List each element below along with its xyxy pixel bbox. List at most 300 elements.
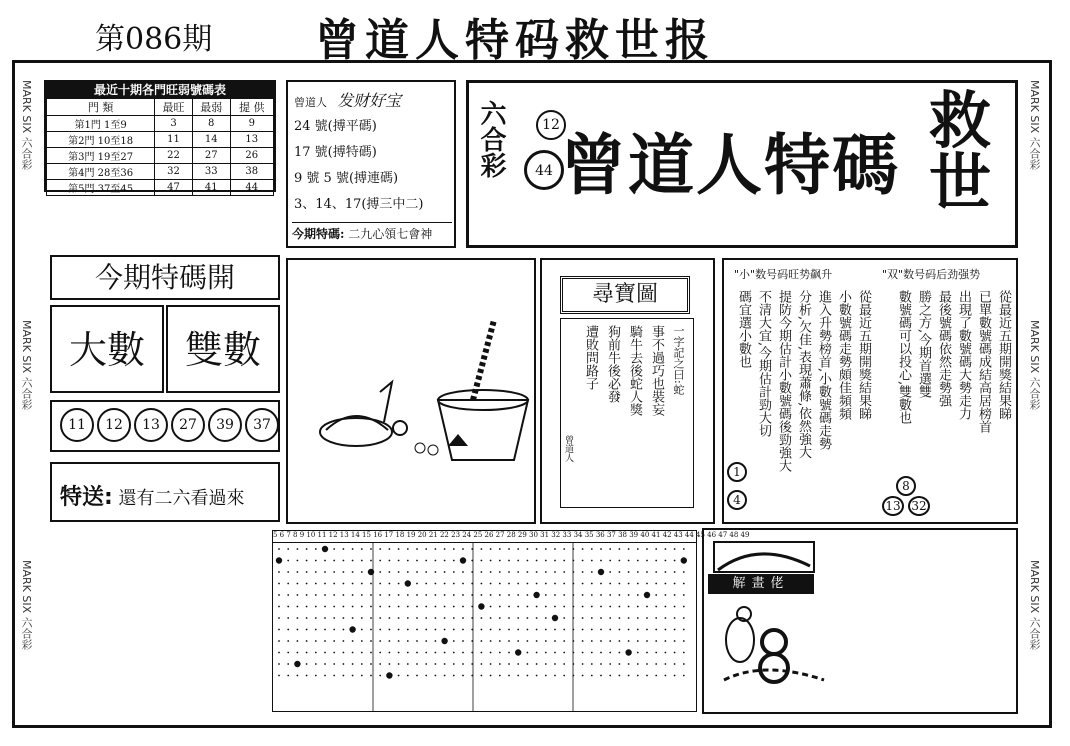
- grid-dot: [490, 583, 492, 585]
- grid-dot: [407, 571, 409, 573]
- grid-dot: [425, 548, 427, 550]
- grid-dot: [379, 606, 381, 608]
- grid-marker: [478, 603, 484, 609]
- grid-dot: [481, 663, 483, 665]
- table-cell: 14: [192, 132, 230, 148]
- zengdao-box: [286, 80, 456, 248]
- grid-dot: [453, 652, 455, 654]
- grid-dot: [352, 675, 354, 677]
- grid-dot: [425, 560, 427, 562]
- grid-dot: [370, 652, 372, 654]
- grid-dot: [545, 606, 547, 608]
- analysis-text: 進入升勢榜首,小數號碼走勢: [816, 290, 831, 451]
- grid-dot: [278, 617, 280, 619]
- grid-dot: [508, 663, 510, 665]
- grid-dot: [674, 652, 676, 654]
- grid-dot: [444, 652, 446, 654]
- grid-dot: [499, 675, 501, 677]
- grid-dot: [563, 675, 565, 677]
- grid-dot: [435, 560, 437, 562]
- heading-small: "小"数号码旺势飙升: [734, 268, 833, 281]
- grid-dot: [333, 617, 335, 619]
- number-ball: 12: [97, 408, 131, 442]
- grid-dot: [389, 617, 391, 619]
- grid-dot: [517, 640, 519, 642]
- grid-dot: [600, 629, 602, 631]
- grid-dot: [563, 548, 565, 550]
- grid-dot: [333, 583, 335, 585]
- grid-dot: [582, 560, 584, 562]
- grid-dot: [425, 606, 427, 608]
- grid-dot: [435, 629, 437, 631]
- grid-dot: [665, 594, 667, 596]
- grid-dot: [425, 571, 427, 573]
- grid-dot: [352, 606, 354, 608]
- grid-dot: [287, 606, 289, 608]
- grid-dot: [333, 571, 335, 573]
- grid-dot: [398, 548, 400, 550]
- grid-dot: [352, 583, 354, 585]
- grid-dot: [545, 652, 547, 654]
- grid-dot: [398, 652, 400, 654]
- grid-dot: [674, 571, 676, 573]
- grid-dot: [287, 652, 289, 654]
- heading-double: "双"数号码后劲强势: [882, 268, 981, 281]
- grid-dot: [398, 571, 400, 573]
- grid-dot: [425, 652, 427, 654]
- grid-dot: [287, 663, 289, 665]
- grid-dot: [324, 583, 326, 585]
- daishu-box: 大數: [50, 305, 164, 393]
- grid-dot: [370, 629, 372, 631]
- grid-dot: [435, 583, 437, 585]
- number-ball: 39: [208, 408, 242, 442]
- grid-dot: [333, 560, 335, 562]
- grid-dot: [297, 652, 299, 654]
- grid-dot: [665, 571, 667, 573]
- grid-dot: [683, 640, 685, 642]
- grid-dot: [453, 606, 455, 608]
- grid-dot: [352, 594, 354, 596]
- grid-dot: [527, 652, 529, 654]
- grid-dot: [545, 560, 547, 562]
- grid-dot: [297, 640, 299, 642]
- grid-dot: [646, 560, 648, 562]
- grid-dot: [352, 548, 354, 550]
- grid-dot: [646, 571, 648, 573]
- grid-dot: [517, 560, 519, 562]
- grid-dot: [462, 606, 464, 608]
- grid-dot: [536, 617, 538, 619]
- grid-dot: [462, 617, 464, 619]
- grid-dot: [609, 652, 611, 654]
- grid-dot: [416, 652, 418, 654]
- zengdao-bottom: [292, 222, 452, 242]
- grid-dot: [416, 583, 418, 585]
- grid-dot: [324, 652, 326, 654]
- grid-dot: [499, 594, 501, 596]
- grid-dot: [416, 548, 418, 550]
- grid-dot: [646, 652, 648, 654]
- grid-dot: [389, 594, 391, 596]
- grid-dot: [600, 583, 602, 585]
- grid-dot: [591, 560, 593, 562]
- grid-dot: [287, 583, 289, 585]
- grid-dot: [398, 560, 400, 562]
- grid-dot: [361, 617, 363, 619]
- grid-dot: [324, 560, 326, 562]
- grid-dot: [278, 640, 280, 642]
- grid-dot: [591, 663, 593, 665]
- grid-dot: [536, 663, 538, 665]
- grid-dot: [545, 571, 547, 573]
- grid-dot: [435, 617, 437, 619]
- grid-dot: [646, 548, 648, 550]
- grid-dot: [306, 617, 308, 619]
- grid-dot: [527, 560, 529, 562]
- grid-dot: [297, 675, 299, 677]
- analysis-text: 小數號碼走勢頗佳頻頻: [836, 290, 851, 420]
- grid-dot: [343, 571, 345, 573]
- grid-dot: [600, 606, 602, 608]
- grid-dot: [379, 571, 381, 573]
- grid-dot: [462, 629, 464, 631]
- grid-dot: [315, 583, 317, 585]
- grid-dot: [674, 629, 676, 631]
- grid-dot: [600, 640, 602, 642]
- grid-dot: [287, 617, 289, 619]
- grid-dot: [508, 652, 510, 654]
- xunbao-title: 尋寶圖: [560, 276, 690, 314]
- grid-dot: [637, 617, 639, 619]
- table-row: [47, 132, 274, 148]
- grid-dot: [683, 629, 685, 631]
- grid-dot: [361, 548, 363, 550]
- grid-dot: [674, 594, 676, 596]
- grid-dot: [297, 560, 299, 562]
- grid-dot: [554, 548, 556, 550]
- grid-dot: [517, 583, 519, 585]
- grid-dot: [370, 663, 372, 665]
- grid-dot: [462, 652, 464, 654]
- grid-dot: [490, 606, 492, 608]
- grid-dot: [324, 571, 326, 573]
- grid-dot: [563, 617, 565, 619]
- zengdao-head1: 曾道人: [294, 96, 327, 109]
- grid-dot: [315, 663, 317, 665]
- grid-dot: [379, 663, 381, 665]
- grid-dot: [462, 548, 464, 550]
- grid-dot: [674, 548, 676, 550]
- analysis-text: 出現了數號碼大勢走力: [956, 290, 971, 420]
- grid-dot: [582, 594, 584, 596]
- analysis-ball: 4: [727, 490, 747, 510]
- grid-dot: [324, 675, 326, 677]
- grid-dot: [609, 583, 611, 585]
- grid-dot: [361, 583, 363, 585]
- table-row: [47, 148, 274, 164]
- grid-dot: [425, 663, 427, 665]
- grid-dot: [407, 594, 409, 596]
- grid-dot: [628, 571, 630, 573]
- grid-dot: [527, 640, 529, 642]
- grid-marker: [598, 569, 604, 575]
- analysis-text: 從最近五期開獎結果睇: [996, 290, 1011, 420]
- table-row: [47, 116, 274, 132]
- grid-dot: [545, 675, 547, 677]
- grid-dot: [315, 548, 317, 550]
- masthead: 曾道人特码救世报: [315, 15, 715, 66]
- grid-dot: [389, 629, 391, 631]
- grid-dot: [435, 548, 437, 550]
- grid-dot: [637, 629, 639, 631]
- grid-dot: [655, 571, 657, 573]
- grid-dot: [591, 629, 593, 631]
- grid-dot: [370, 617, 372, 619]
- grid-dot: [665, 640, 667, 642]
- table-cell: 44: [230, 180, 273, 196]
- grid-dot: [591, 571, 593, 573]
- grid-dot: [554, 594, 556, 596]
- grid-dot: [425, 629, 427, 631]
- grid-dot: [398, 629, 400, 631]
- jiehua-box: [702, 528, 1018, 714]
- grid-dot: [582, 617, 584, 619]
- table-cell: 第3門 19至27: [47, 148, 155, 164]
- grid-dot: [416, 629, 418, 631]
- table-cell: 11: [155, 132, 193, 148]
- grid-dot: [554, 675, 556, 677]
- analysis-col-b: [880, 290, 1012, 470]
- grid-dot: [545, 594, 547, 596]
- grid-dot: [665, 675, 667, 677]
- grid-dot: [619, 548, 621, 550]
- grid-dot: [315, 606, 317, 608]
- grid-dot: [563, 583, 565, 585]
- grid-dot: [674, 663, 676, 665]
- grid-dot: [619, 594, 621, 596]
- grid-dot: [407, 548, 409, 550]
- grid-dot: [361, 571, 363, 573]
- grid-dot: [361, 606, 363, 608]
- side-text-right-2: MARK SIX 六合彩: [1028, 320, 1041, 410]
- grid-dot: [370, 640, 372, 642]
- grid-dot: [665, 617, 667, 619]
- grid-dot: [389, 548, 391, 550]
- grid-dot: [499, 652, 501, 654]
- grid-dot: [398, 594, 400, 596]
- grid-dot: [646, 617, 648, 619]
- grid-dot: [379, 560, 381, 562]
- turtle-pot-illustration: [288, 260, 534, 522]
- grid-dot: [361, 629, 363, 631]
- grid-dot: [655, 594, 657, 596]
- grid-dot: [333, 663, 335, 665]
- table-cell: 27: [192, 148, 230, 164]
- grid-dot: [563, 606, 565, 608]
- grid-dot: [407, 629, 409, 631]
- grid-marker: [441, 638, 447, 644]
- grid-dot: [646, 640, 648, 642]
- grid-dot: [517, 594, 519, 596]
- grid-dot: [407, 617, 409, 619]
- grid-dot: [398, 640, 400, 642]
- grid-dot: [416, 594, 418, 596]
- number-ball: 37: [245, 408, 279, 442]
- grid-dot: [563, 560, 565, 562]
- grid-dot: [628, 640, 630, 642]
- grid-dot: [333, 675, 335, 677]
- grid-dot: [527, 583, 529, 585]
- grid-dot: [398, 606, 400, 608]
- table-cell: 3: [155, 116, 193, 132]
- table-cell: 第5門 37至45: [47, 180, 155, 196]
- grid-dot: [683, 594, 685, 596]
- grid-marker: [681, 557, 687, 563]
- grid-dot: [554, 583, 556, 585]
- grid-dot: [333, 548, 335, 550]
- grid-dot: [389, 663, 391, 665]
- grid-dot: [343, 594, 345, 596]
- grid-dot: [343, 583, 345, 585]
- grid-dot: [683, 617, 685, 619]
- grid-dot: [425, 583, 427, 585]
- grid-marker: [294, 661, 300, 667]
- door-table-box: [44, 80, 276, 195]
- grid-dot: [352, 652, 354, 654]
- grid-dot: [499, 571, 501, 573]
- table-row: [47, 180, 274, 196]
- grid-dot: [444, 675, 446, 677]
- liuhecai-label: 六合彩: [476, 100, 506, 178]
- grid-dot: [527, 663, 529, 665]
- analysis-ball: 1: [727, 462, 747, 482]
- grid-dot: [646, 663, 648, 665]
- grid-dot: [481, 571, 483, 573]
- grid-dot: [462, 675, 464, 677]
- table-header: 門 類: [47, 99, 155, 116]
- analysis-text: 勝之方,今期首選雙: [916, 290, 931, 399]
- grid-marker: [405, 580, 411, 586]
- grid-dot: [637, 606, 639, 608]
- grid-dot: [306, 652, 308, 654]
- grid-dot: [490, 560, 492, 562]
- table-cell: 47: [155, 180, 193, 196]
- grid-dot: [655, 606, 657, 608]
- grid-dot: [563, 652, 565, 654]
- grid-dot: [315, 560, 317, 562]
- grid-dot: [389, 652, 391, 654]
- tesong-box: [50, 462, 280, 522]
- grid-dot: [306, 594, 308, 596]
- grid-dot: [453, 617, 455, 619]
- grid-dot: [536, 652, 538, 654]
- grid-dot: [481, 675, 483, 677]
- analysis-text: 提防今期估計小數號碼後勁強大: [776, 290, 791, 472]
- grid-dot: [609, 606, 611, 608]
- grid-dot: [287, 560, 289, 562]
- grid-dot: [508, 629, 510, 631]
- grid-dot: [609, 594, 611, 596]
- grid-dot: [481, 583, 483, 585]
- grid-dot: [324, 629, 326, 631]
- grid-dot: [609, 560, 611, 562]
- grid-dot: [352, 571, 354, 573]
- grid-dot: [444, 548, 446, 550]
- grid-dot: [628, 583, 630, 585]
- side-text-left: MARK SIX 六合彩: [20, 80, 33, 170]
- grid-dot: [435, 594, 437, 596]
- zengdao-head2: 发财好宝: [337, 91, 402, 110]
- grid-dot: [453, 560, 455, 562]
- grid-dot: [453, 594, 455, 596]
- analysis-ball: 13: [882, 496, 904, 516]
- xunbao-col: 事不過巧也裝妄: [649, 325, 664, 416]
- grid-dot: [315, 571, 317, 573]
- grid-dot: [370, 583, 372, 585]
- grid-dot: [379, 548, 381, 550]
- grid-dot: [435, 640, 437, 642]
- table-cell: 8: [192, 116, 230, 132]
- grid-dot: [674, 606, 676, 608]
- grid-dot: [545, 640, 547, 642]
- grid-dot: [398, 663, 400, 665]
- grid-dot: [287, 571, 289, 573]
- grid-dot: [407, 652, 409, 654]
- grid-dot: [508, 675, 510, 677]
- grid-dot: [591, 675, 593, 677]
- grid-dot: [481, 594, 483, 596]
- grid-dot: [333, 640, 335, 642]
- grid-dot: [609, 640, 611, 642]
- grid-dot: [619, 617, 621, 619]
- grid-dot: [333, 606, 335, 608]
- grid-dot: [379, 594, 381, 596]
- grid-dot: [306, 571, 308, 573]
- grid-dot: [619, 629, 621, 631]
- grid-dot: [379, 629, 381, 631]
- grid-dot: [655, 583, 657, 585]
- grid-dot: [554, 663, 556, 665]
- grid-dot: [619, 571, 621, 573]
- side-text-left-3: MARK SIX 六合彩: [20, 560, 33, 650]
- grid-dot: [527, 571, 529, 573]
- grid-dot: [343, 640, 345, 642]
- grid-dot: [609, 629, 611, 631]
- grid-dot: [352, 640, 354, 642]
- zengdao-line: 3、14、17(搏三中二): [294, 197, 424, 212]
- tesong-label: 特送:: [60, 485, 113, 510]
- grid-dot: [453, 571, 455, 573]
- grid-dot: [315, 675, 317, 677]
- grid-dot: [361, 640, 363, 642]
- grid-dot: [398, 675, 400, 677]
- grid-dot: [517, 548, 519, 550]
- grid-dot: [490, 640, 492, 642]
- grid-marker: [460, 557, 466, 563]
- grid-dot: [536, 640, 538, 642]
- table-row: [47, 164, 274, 180]
- grid-dot: [499, 606, 501, 608]
- grid-dot: [297, 617, 299, 619]
- grid-dot: [278, 652, 280, 654]
- grid-dot: [490, 594, 492, 596]
- grid-dot: [453, 629, 455, 631]
- number-grid: [272, 530, 750, 712]
- grid-dot: [674, 640, 676, 642]
- grid-dot: [343, 675, 345, 677]
- grid-dot: [563, 594, 565, 596]
